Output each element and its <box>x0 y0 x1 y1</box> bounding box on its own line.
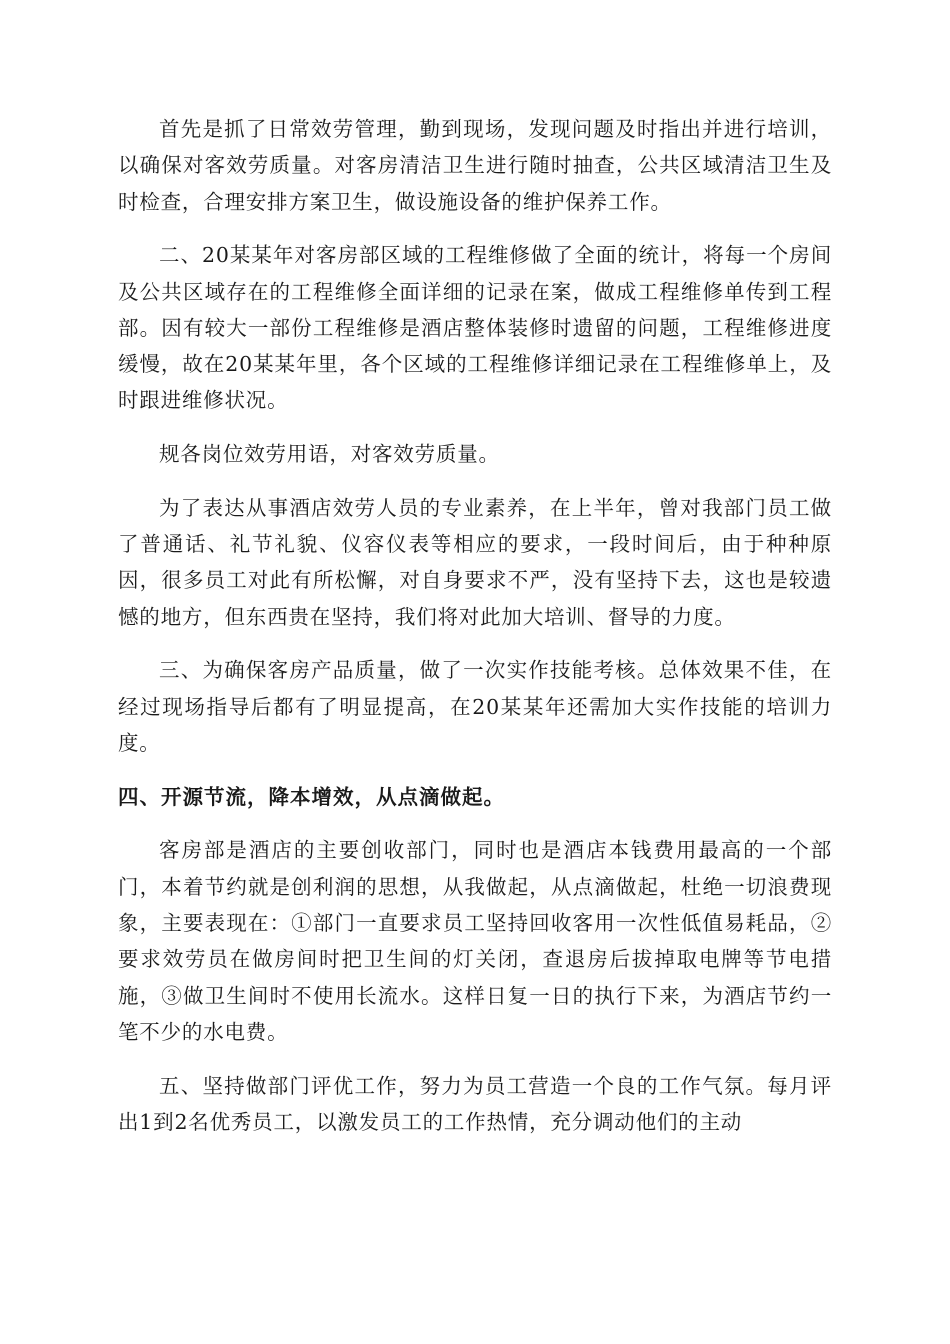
paragraph-engineering-maintenance: 二、20某某年对客房部区域的工程维修做了全面的统计，将每一个房间及公共区域存在的工程维修全面详细的记录在案，做成工程维修单传到工程部。因有较大一部份工程维修是酒店整体装修时遗留的问题，工程维修进度缓慢，故在20某某年里，各个区域的工程维修详细记录在工程维修单上，及时跟进维修状况。 <box>118 243 832 413</box>
paragraph-skill-assessment: 三、为确保客房产品质量，做了一次实作技能考核。总体效果不佳，在经过现场指导后都有了明显提高，在20某某年还需加大实作技能的培训力度。 <box>118 658 832 756</box>
paragraph-service-language: 规各岗位效劳用语，对客效劳质量。 <box>159 442 500 467</box>
document-body <box>118 111 832 1158</box>
section-heading-cost-saving: 四、开源节流，降本增效，从点滴做起。 <box>118 784 505 809</box>
paragraph-professional-training: 为了表达从事酒店效劳人员的专业素养，在上半年，曾对我部门员工做了普通话、礼节礼貌、仪容仪表等相应的要求，一段时间后，由于种种原因，很多员工对此有所松懈，对自身要求不严，没有坚持下去，这也是较遗憾的地方，但东西贵在坚持，我们将对此加大培训、督导的力度。 <box>118 495 832 629</box>
paragraph-daily-management: 首先是抓了日常效劳管理，勤到现场，发现问题及时指出并进行培训，以确保对客效劳质量。对客房清洁卫生进行随时抽查，公共区域清洁卫生及时检查，合理安排方案卫生，做设施设备的维护保养工作。 <box>118 117 832 214</box>
paragraph-cost-saving: 客房部是酒店的主要创收部门，同时也是酒店本钱费用最高的一个部门，本着节约就是创利润的思想，从我做起，从点滴做起，杜绝一切浪费现象，主要表现在：①部门一直要求员工坚持回收客用一次性低值易耗品，②要求效劳员在做房间时把卫生间的灯关闭，查退房后拔掉取电牌等节电措施，③做卫生间时不使用长流水。这样日复一日的执行下来，为酒店节约一笔不少的水电费。 <box>118 838 832 1044</box>
paragraph-employee-evaluation: 五、坚持做部门评优工作，努力为员工营造一个良的工作气氛。每月评出1到2名优秀员工，以激发员工的工作热情，充分调动他们的主动 <box>118 1073 832 1134</box>
